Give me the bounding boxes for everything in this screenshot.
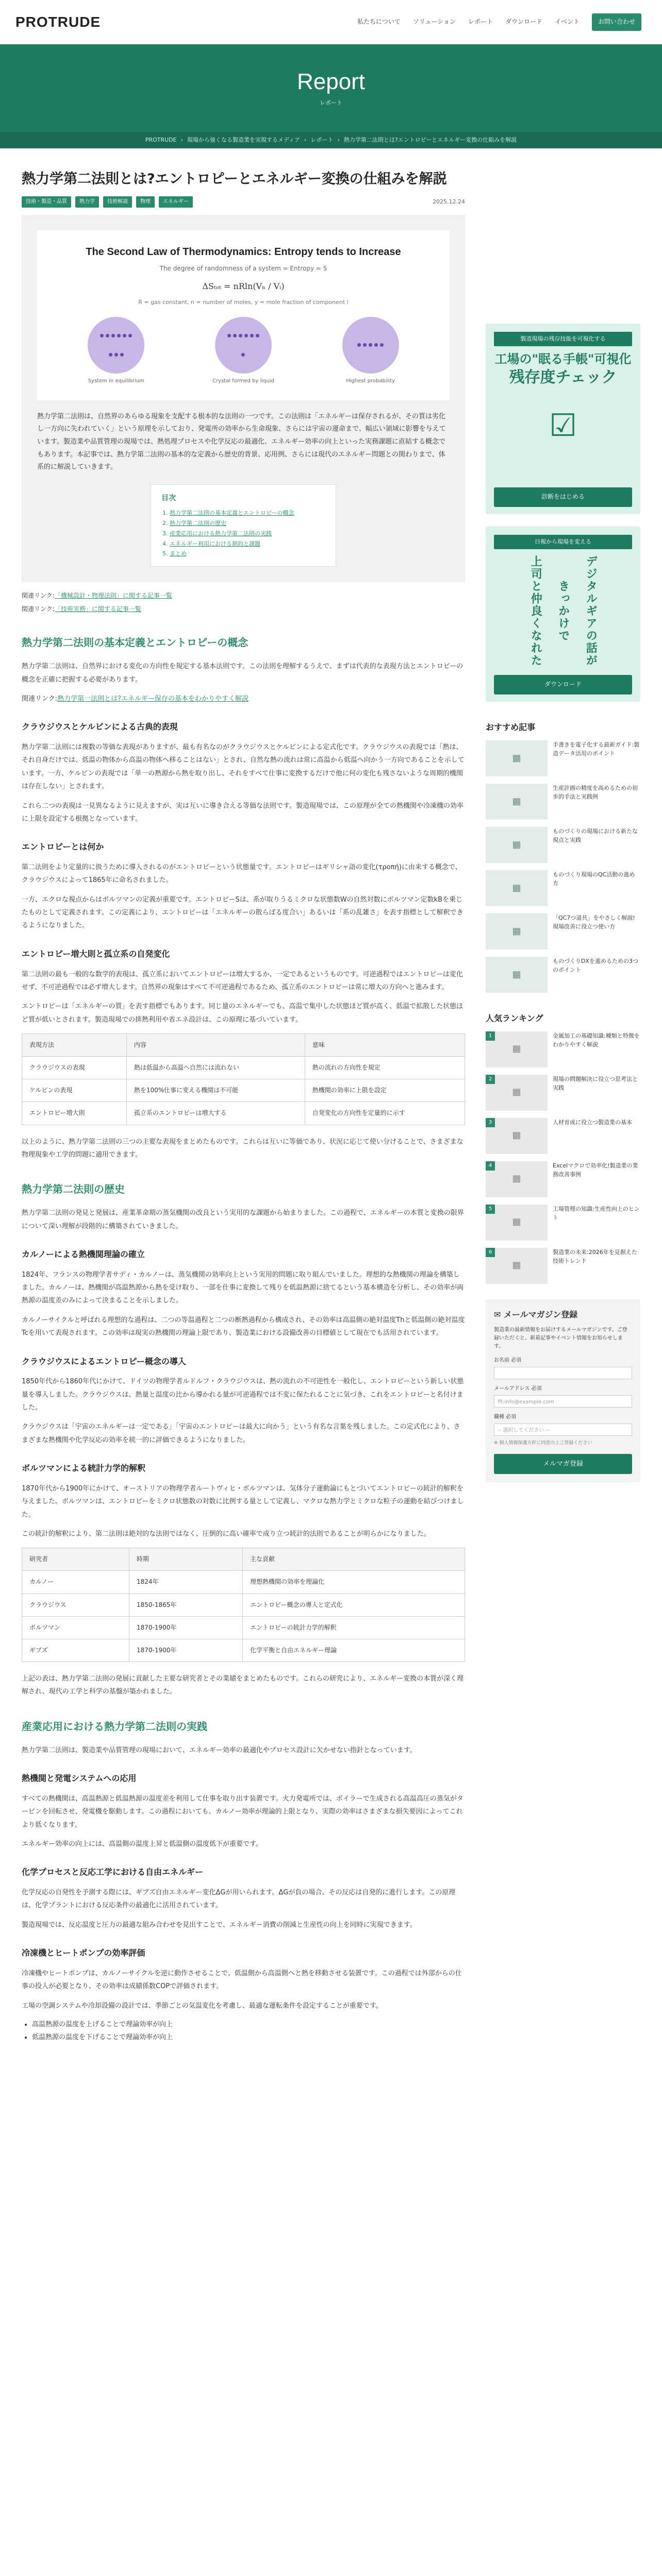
banner-vertical-text: デジタルギアの話が <box>584 555 598 667</box>
subscribe-button[interactable]: メルマガ登録 <box>494 1454 632 1474</box>
figure-title: The Second Law of Thermodynamics: Entropy tends to Increase <box>86 246 401 258</box>
breadcrumb-current: 熱力学第二法則とは?エントロピーとエネルギー変換の仕組みを解説 <box>343 137 517 144</box>
banner-title: 工場の"眠る手帳"可視化 <box>494 351 632 366</box>
subsection-heading: 熱機関と発電システムへの応用 <box>22 1773 137 1784</box>
list-item[interactable]: ▦ ものづくりDXを進めるための3つのポイント <box>486 957 640 993</box>
paragraph: エネルギー効率の向上には、高温側の温度上昇と低温側の温度低下が重要です。 <box>22 1840 262 1848</box>
laws-table: 表現方法 内容 意味 クラウジウスの表現 熱は低温から高温へ自然には流れない 熱の流れの方向性を規定 ケルビンの表現 熱を100%仕事に変える機関は不可能 熱機関の効率に上限を設定 エントロピー増大則 孤立系のエントロピーは増大する 自発変化の方向性を定量的に示す <box>22 1033 465 1125</box>
paragraph: 工場の空調システムや冷却設備の設計では、季節ごとの気温変化を考慮し、最適な運転条件を設定することが重要です。 <box>22 2002 383 2010</box>
figure-subtitle: The degree of randomness of a system = Entropy = S <box>159 264 327 272</box>
newsletter-title: ✉ メールマガジン登録 <box>494 1309 578 1319</box>
table-row: クラウジウスの表現 熱は低温から高温へ自然には流れない 熱の流れの方向性を規定 <box>22 1057 465 1079</box>
banner-vertical-text: 上司と仲良くなれた <box>529 555 542 667</box>
tag[interactable]: 技術解説 <box>103 196 132 208</box>
related-link: 関連リンク:「技術実務」に関する記事一覧 <box>22 605 141 613</box>
related-link: 関連リンク:「機械設計・物理法則」に関する記事一覧 <box>22 592 172 600</box>
main-nav <box>357 13 641 31</box>
image-icon: ▦ 6 <box>486 1248 548 1284</box>
table-row: ギブズ 1870-1900年 化学平衡と自由エネルギー理論 <box>22 1639 465 1662</box>
paragraph: 冷凍機やヒートポンプは、カルノーサイクルを逆に動作させることで、低温側から高温側へと熱を移動させる装置です。この過程では外部からの仕事の投入が必要となり、その効率は成績係数COPで評価されます。 <box>22 1969 462 1991</box>
table-row: クラウジウス 1850-1865年 エントロピー概念の導入と定式化 <box>22 1594 465 1616</box>
sidebar <box>486 169 640 2044</box>
molecule-circle <box>88 317 144 374</box>
list-item[interactable]: ▦ 「QC7つ道具」をやさしく解説!現場改善に役立つ使い方 <box>486 913 640 950</box>
image-icon: ▦ <box>486 827 548 863</box>
breadcrumb-media[interactable]: 現場から強くなる製造業を実現するメディア <box>187 137 301 144</box>
paragraph: カルノーサイクルと呼ばれる理想的な過程は、二つの等温過程と二つの断熱過程から構成され、その効率は高温側の絶対温度Thと低温側の絶対温度Tcを用いて表現されます。この効率は現実の熱機関の理論上限であり、製造業における設備改善の目標値として現在でも活用されています。 <box>22 1316 465 1337</box>
subsection-heading: ボルツマンによる統計力学的解釈 <box>22 1463 146 1473</box>
table-of-contents <box>151 484 336 567</box>
paragraph: 化学反応の自発性を予測する際には、ギブズ自由エネルギー変化ΔGが用いられます。ΔGが負の場合、その反応は自発的に進行します。この原理は、化学プラントにおける反応条件の最適化に活用されています。 <box>22 1889 456 1910</box>
nav-solution[interactable]: ソリューション <box>412 18 456 26</box>
circle-label: Crystal formed by liquid <box>212 378 274 384</box>
subsection-heading: カルノーによる熱機関理論の確立 <box>22 1249 145 1259</box>
ranking-item[interactable]: ▦ 4 Excelマクロで効率化!製造業の業務改善事例 <box>486 1161 640 1197</box>
image-icon: ▦ <box>486 957 548 993</box>
subsection-heading: エントロピーとは何か <box>22 842 104 852</box>
image-icon: ▦ 4 <box>486 1161 548 1197</box>
paragraph: 1850年代から1860年代にかけて、ドイツの物理学者ルドルフ・クラウジウスは、熱の流れの不可逆性を一般化し、エントロピーという新しい状態量を導入しました。クラウジウスは、熱量と温度の比から導かれる量が可逆過程では不変に保たれることに気づき、これをエントロピーと名付けました。 <box>22 1378 464 1412</box>
toc-item[interactable]: 4. エネルギー利用における制約と課題 <box>170 539 325 549</box>
subsection-heading: クラウジウスによるエントロピー概念の導入 <box>22 1356 186 1366</box>
paragraph: 1824年、フランスの物理学者サディ・カルノーは、蒸気機関の効率向上という実用的問題に取り組んでいました。理想的な熱機関の理論を構築しました。カルノーは、熱機関が高温熱源から熱を受け取り、一部を仕事に変換して残りを低温熱源に捨てるという基本構造を分析し、その効率が両熱源の温度差のみによって決まることを示しました。 <box>22 1270 464 1305</box>
subsection-heading: 冷凍機とヒートポンプの効率評価 <box>22 1948 145 1958</box>
article <box>22 169 465 2044</box>
paragraph: クラウジウスは「宇宙のエネルギーは一定である」「宇宙のエントロピーは最大に向かう」という有名な言葉を残しました。この定式化により、さまざまな熱機関や化学反応の効率を統一的に評価できるようになりました。 <box>22 1423 460 1444</box>
section-heading: 産業応用における熱力学第二法則の実践 <box>22 1720 207 1733</box>
paragraph: 以上のように、熱力学第二法則の三つの主要な表現をまとめたものです。これらは互いに等価であり、状況に応じて使い分けることで、さまざまな物理現象や工学的問題に適用できます。 <box>22 1138 464 1159</box>
image-icon: ▦ 5 <box>486 1205 548 1241</box>
bullet-list <box>22 2019 465 2044</box>
site-header <box>0 0 662 44</box>
paragraph: エントロピーは「エネルギーの質」を表す指標でもあります。同じ量のエネルギーでも、高温で集中した状態ほど質が高く、低温で拡散した状態ほど質が低いとされます。製造現場での排熱利用や省エネ設計は、この原理に基づいています。 <box>22 1003 464 1024</box>
image-icon: ▦ <box>486 784 548 820</box>
image-icon: ▦ 2 <box>486 1075 548 1111</box>
intro-text: 熱力学第二法則は、自然界のあらゆる現象を支配する根本的な法則の一つです。この法則は「エネルギーは保存されるが、その質は劣化し一方向に失われていく」という原理を示しており、発電所の効率から生命現象、さらには宇宙の運命まで、幅広い領域に影響を与えています。製造業や品質管理の現場では、熱処理プロセスや化学反応の最適化、エネルギー効率の向上といった実務課題に直結する概念でもあります。本記事では、熱力学第二法則の基本的な定義から歴史的背景、応用例、さらには現代のエネルギー問題との関わりまで、体系的に解説していきます。 <box>37 412 446 471</box>
list-item: • 高温熱源の温度を上げることで理論効率が向上 <box>32 2019 465 2031</box>
paragraph: 熱力学第二法則には複数の等価な表現がありますが、最も有名なのがクラウジウスとケルビンによる定式化です。クラウジウスの表現では「熱は、それ自身だけでは、低温の物体から高温の物体へ移ることはない」とされ、自然な熱の流れは常に高温から低温へ向かう一方向であることを示しています。一方、ケルビンの表現では「単一の熱源から熱を取り出し、それをすべて仕事に変換するだけで他に何の変化も残さないような周期的機関は存在しない」とされます。 <box>22 743 465 791</box>
nav-about[interactable]: 私たちについて <box>357 18 401 26</box>
image-icon: ▦ 3 <box>486 1118 548 1154</box>
ranking-item[interactable]: ▦ 1 金属加工の基礎知識:種類と特徴をわかりやすく解説 <box>486 1031 640 1067</box>
paragraph: 製造現場では、反応温度と圧力の最適な組み合わせを見出すことで、エネルギー消費の削減と生産性の向上を同時に実現できます。 <box>22 1921 417 1929</box>
paragraph: 熱力学第二法則の発見と発展は、産業革命期の蒸気機関の改良という実用的な課題から始まりました。この過程で、エネルギーの本質と変換の限界について深い理解が段階的に構築されていきました。 <box>22 1209 464 1230</box>
tag-list <box>22 196 193 208</box>
email-label: メールアドレス 必須 <box>494 1386 542 1392</box>
promo-banner-checklist[interactable] <box>486 324 640 514</box>
recommended-title: おすすめ記事 <box>486 722 536 732</box>
breadcrumb-report[interactable]: レポート <box>310 137 334 144</box>
paragraph: 1870年代から1900年にかけて、オーストリアの物理学者ルートヴィヒ・ボルツマンは、気体分子運動論にもとづいてエントロピーの統計的解釈を与えました。ボルツマンは、エントロピーをミクロ状態数の対数に比例する量として定義し、マクロな熱力学とミクロな粒子の運動を結びつけました。 <box>22 1484 464 1519</box>
paragraph: 熱力学第二法則は、自然界における変化の方向性を規定する基本法則です。この法則を理解するうえで、まずは代表的な表現方法とエントロピーの概念を正確に把握する必要があります。 <box>22 663 464 684</box>
banner-label: 日報から現場を変える <box>494 535 632 549</box>
ranking-item[interactable]: ▦ 2 現場の問題解決に役立つ思考法と実践 <box>486 1075 640 1111</box>
tag[interactable]: 物理 <box>136 196 155 208</box>
hero-subtitle: レポート <box>320 99 342 106</box>
publish-date: 2025.12.24 <box>433 198 465 205</box>
ranking-item[interactable]: ▦ 5 工場管理の知識:生産性向上のヒント <box>486 1205 640 1241</box>
tag[interactable]: 熱力学 <box>75 196 99 208</box>
table-row: ボルツマン 1870-1900年 エントロピーの統計力学的解釈 <box>22 1616 465 1639</box>
paragraph: 第二法則の最も一般的な数学的表現は、孤立系においてエントロピーは増大するか、一定であるというものです。可逆過程ではエントロピーは変化せず、不可逆過程では必ず増大します。自然界の現象はすべて不可逆過程であるため、孤立系のエントロピーは常に増大の方向へと進みます。 <box>22 970 463 991</box>
history-table: 研究者 時期 主な貢献 カルノー 1824年 理想熱機関の効率を理論化 クラウジウス 1850-1865年 エントロピー概念の導入と定式化 ボルツマン 1870-1900年 エントロピーの統計力学的解釈 ギブズ 1870-1900年 化学平衡と自由エネルギー理論 <box>22 1548 465 1662</box>
paragraph: 熱力学第二法則は、製造業や品質管理の現場において、エネルギー効率の最適化やプロセス設計に欠かせない指針となっています。 <box>22 1746 417 1754</box>
table-row: カルノー 1824年 理想熱機関の効率を理論化 <box>22 1571 465 1594</box>
banner-button[interactable]: ダウンロード <box>494 675 632 694</box>
image-icon: ▦ <box>486 740 548 776</box>
email-input[interactable]: 例:info@example.com <box>494 1395 632 1408</box>
privacy-note: ※ 個人情報保護方針に同意の上ご登録ください <box>494 1440 592 1446</box>
nav-download[interactable]: ダウンロード <box>505 18 542 26</box>
subsection-heading: クラウジウスとケルビンによる古典的表現 <box>22 722 178 732</box>
paragraph: 上記の表は、熱力学第二法則の発展に貢献した主要な研究者とその業績をまとめたものです。これらの研究により、エネルギー変換の本質が深く理解され、現代の工学と科学の基盤が築かれました。 <box>22 1675 464 1696</box>
list-item[interactable]: ▦ ものづくり現場のQC活動の進め方 <box>486 870 640 906</box>
tag[interactable]: 技術・製造・品質 <box>22 196 71 208</box>
circle-label: System in equilibrium <box>88 378 144 384</box>
intro-box <box>22 215 465 583</box>
list-item[interactable]: ▦ ものづくりの現場における新たな視点と実践 <box>486 827 640 863</box>
banner-headline: 残存度チェック <box>509 368 617 386</box>
job-select[interactable]: -- 選択してください -- <box>494 1423 632 1436</box>
toc-title: 目次 <box>161 494 176 502</box>
image-icon: ▦ 1 <box>486 1031 548 1067</box>
related-link-anchor[interactable]: 「技術実務」に関する記事一覧 <box>54 605 141 613</box>
list-item[interactable]: ▦ 手書きを電子化する最新ガイド:製造データ活用のポイント <box>486 740 640 776</box>
name-input[interactable] <box>494 1367 632 1379</box>
paragraph: すべての熱機関は、高温熱源と低温熱源の温度差を利用して仕事を取り出す装置です。火力発電所では、ボイラーで生成される高温高圧の蒸気がタービンを回転させ、発電機を駆動します。この過程においても、カルノー効率が理論的上限となり、実際の効率はさまざまな損失要因によってこれより低くなります。 <box>22 1794 464 1829</box>
banner-label: 製造現場の残存技能を可視化する <box>494 332 632 346</box>
table-row: エントロピー増大則 孤立系のエントロピーは増大する 自発変化の方向性を定量的に示す <box>22 1102 465 1125</box>
list-item[interactable]: ▦ 生産計画の精度を高めるための初歩的手法と実践例 <box>486 784 640 820</box>
paragraph: 一方、エクロな視点からはボルツマンの定義が重要です。エントロピーSは、系が取りうるミクロな状態数Wの自然対数にボルツマン定数kBを乗じたものとして定義されます。この定義により、エントロピーは「エネルギーの散らばる度合い」あるいは「系の乱雑さ」を表す指標として解釈できるようになりました。 <box>22 895 464 930</box>
toc-item[interactable]: 1. 熱力学第二法則の基本定義とエントロピーの概念 <box>170 508 325 518</box>
mail-icon: ✉ <box>494 1309 504 1319</box>
paragraph: これら二つの表現は一見異なるように見えますが、実は互いに導き合える等価な法則です。製造現場では、この原理が全ての熱機関や冷凍機の効率に上限を設定する根拠となっています。 <box>22 802 464 823</box>
hero-title: Report <box>296 69 366 94</box>
page-hero <box>0 44 662 132</box>
toc-item[interactable]: 2. 熱力学第二法則の歴史 <box>170 518 325 529</box>
newsletter-form <box>486 1299 640 1482</box>
site-logo[interactable]: PROTRUDE <box>15 13 101 30</box>
breadcrumb: PROTRUDE › 現場から強くなる製造業を実現するメディア › レポート › 熱力学第二法則とは?エントロピーとエネルギー変換の仕組みを解説 <box>0 132 662 148</box>
molecule-circle <box>215 317 272 374</box>
image-icon: ▦ <box>486 870 548 906</box>
banner-vertical-text: きっかけで <box>556 580 570 642</box>
figure-definition: R = gas constant, n = number of moles, y = mole fraction of component i <box>138 298 349 306</box>
figure-equation: ΔSₜₒₜ = nRln(Vₙ / Vᵢ) <box>202 281 285 292</box>
promo-banner-download[interactable] <box>486 527 640 702</box>
job-label: 職種 必須 <box>494 1414 517 1420</box>
list-item: • 低温熱源の温度を下げることで理論効率が向上 <box>32 2031 465 2044</box>
contact-button[interactable]: お問い合わせ <box>592 13 641 31</box>
section-heading: 熱力学第二法則の歴史 <box>22 1183 125 1196</box>
toc-item[interactable]: 3. 産業応用における熱力学第二法則の実践 <box>170 529 325 539</box>
related-link-anchor[interactable]: 熱力学第一法則とは?エネルギー保存の基本をわかりやすく解説 <box>57 694 249 703</box>
ranking-item[interactable]: ▦ 3 人材育成に役立つ製造業の基本 <box>486 1118 640 1154</box>
article-title: 熱力学第二法則とは?エントロピーとエネルギー変換の仕組みを解説 <box>22 171 447 187</box>
ranking-title: 人気ランキング <box>486 1013 543 1023</box>
circle-label: Highest probability <box>346 378 395 384</box>
breadcrumb-home[interactable]: PROTRUDE <box>145 137 177 144</box>
nav-event[interactable]: イベント <box>554 18 580 26</box>
image-icon: ▦ <box>486 913 548 950</box>
newsletter-description: 製造業の最新情報をお届けするメールマガジンです。ご登録いただくと、新着記事やイベント情報をお知らせします。 <box>494 1327 627 1350</box>
paragraph: この統計的解釈により、第二法則は絶対的な法則ではなく、圧倒的に高い確率で成り立つ統計的法則であることが明らかになりました。 <box>22 1530 431 1538</box>
paragraph: 第二法則をより定量的に扱うために導入されるのがエントロピーという状態量です。エントロピーはギリシャ語の変化(τροπή)に由来する概念で、クラウジウスによって1865年に命名されました。 <box>22 863 462 885</box>
subsection-heading: 化学プロセスと反応工学における自由エネルギー <box>22 1867 204 1877</box>
related-link-anchor[interactable]: 「機械設計・物理法則」に関する記事一覧 <box>54 592 172 600</box>
tag[interactable]: エネルギー <box>159 196 193 208</box>
entropy-figure <box>37 230 450 400</box>
section-heading: 熱力学第二法則の基本定義とエントロピーの概念 <box>22 636 249 649</box>
toc-item[interactable]: 5. まとめ <box>170 549 325 559</box>
checklist-icon: ☑ <box>549 407 577 444</box>
subsection-heading: エントロピー増大則と孤立系の自発変化 <box>22 948 170 959</box>
banner-button[interactable]: 診断をはじめる <box>494 487 632 507</box>
table-row: ケルビンの表現 熱を100%仕事に変える機関は不可能 熱機関の効率に上限を設定 <box>22 1079 465 1102</box>
related-link: 関連リンク:熱力学第一法則とは?エネルギー保存の基本をわかりやすく解説 <box>22 694 249 703</box>
nav-report[interactable]: レポート <box>468 18 493 26</box>
ranking-item[interactable]: ▦ 6 製造業の未来:2026年を見据えた技術トレンド <box>486 1248 640 1284</box>
name-label: お名前 必須 <box>494 1358 522 1364</box>
molecule-circle <box>342 317 399 374</box>
